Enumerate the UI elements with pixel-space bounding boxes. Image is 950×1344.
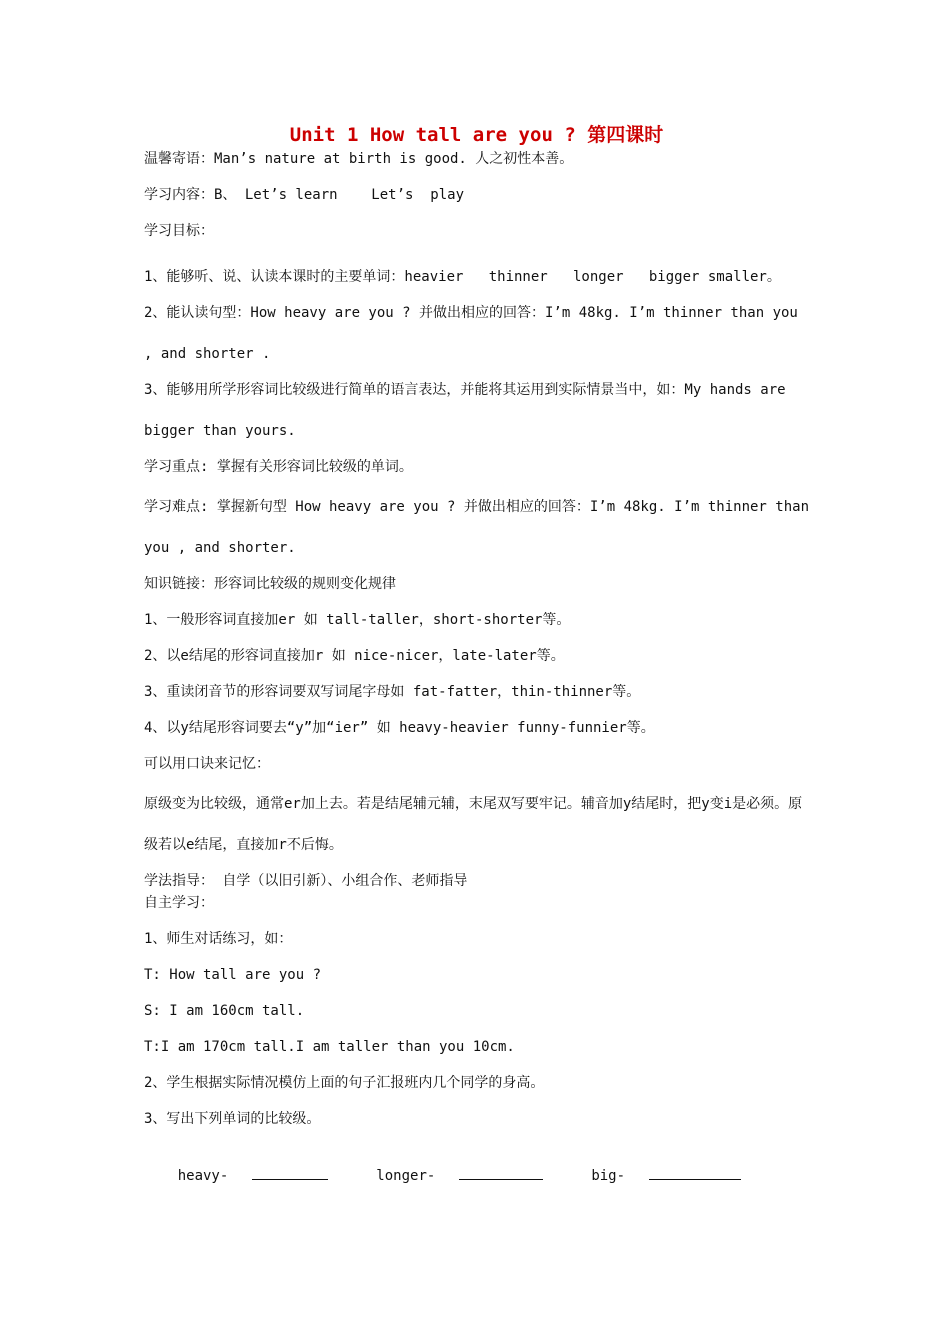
step-1: 1、师生对话练习，如： [144, 931, 293, 947]
goal-1: 1、能够听、说、认读本课时的主要单词：heavier thinner longer bigger smaller。 [144, 269, 781, 285]
fill-item-heavy [178, 1168, 353, 1184]
page-title: Unit 1 How tall are you ? 第四课时 [289, 124, 664, 146]
step-2: 2、学生根据实际情况模仿上面的句子汇报班内几个同学的身高。 [144, 1075, 545, 1091]
dialog-teacher-2: T:I am 170cm tall.I am taller than you 10cm. [144, 1039, 515, 1055]
content-line: 学习内容：B、 Let’s learn Let’s play [144, 187, 465, 203]
goal-3: 3、能够用所学形容词比较级进行简单的语言表达，并能将其运用到实际情景当中，如：My hands are bigger than yours. [144, 382, 795, 439]
document-page [144, 120, 818, 1222]
rule-3: 3、重读闭音节的形容词要双写词尾字母如 fat-fatter，thin-thinner等。 [144, 684, 641, 700]
goals-heading: 学习目标： [144, 223, 214, 239]
step-3: 3、写出下列单词的比较级。 [144, 1111, 321, 1127]
fill-item-longer [376, 1168, 567, 1184]
answer-blank-big[interactable] [649, 1165, 741, 1180]
difficulty: 学习难点: 掌握新句型 How heavy are you ? 并做出相应的回答：I’m 48kg. I’m thinner than you , and shorter. [144, 499, 818, 556]
method-line: 学法指导： 自学（以旧引新）、小组合作、老师指导 [144, 873, 468, 889]
fill-label-big: big- [591, 1168, 626, 1184]
mnemonic-heading: 可以用口诀来记忆： [144, 756, 270, 772]
rule-2: 2、以e结尾的形容词直接加r 如 nice-nicer，late-later等。 [144, 648, 565, 664]
mnemonic: 原级变为比较级，通常er加上去。若是结尾辅元辅，末尾双写要牢记。辅音加y结尾时，把y变i是必须。原级若以e结尾，直接加r不后悔。 [144, 796, 803, 853]
dialog-teacher-1: T: How tall are you ? [144, 967, 322, 983]
rule-4: 4、以y结尾形容词要去“y”加“ier” 如 heavy-heavier funny-funnier等。 [144, 720, 655, 736]
dialog-student: S: I am 160cm tall. [144, 1003, 305, 1019]
answer-blank-heavy[interactable] [252, 1165, 328, 1180]
greeting-line: 温馨寄语：Man’s nature at birth is good. 人之初性本善。 [144, 151, 574, 167]
self-study-heading: 自主学习： [144, 895, 214, 911]
goal-2: 2、能认读句型：How heavy are you ? 并做出相应的回答：I’m 48kg. I’m thinner than you , and shorter . [144, 305, 807, 362]
fill-label-longer: longer- [376, 1168, 436, 1184]
fill-item-big [591, 1168, 765, 1184]
fill-label-heavy: heavy- [177, 1168, 229, 1184]
fill-in-row [144, 1145, 809, 1206]
rule-1: 1、一般形容词直接加er 如 tall-taller，short-shorter等。 [144, 612, 571, 628]
knowledge-link: 知识链接：形容词比较级的规则变化规律 [144, 576, 396, 592]
key-point: 学习重点: 掌握有关形容词比较级的单词。 [144, 459, 413, 475]
answer-blank-longer[interactable] [459, 1165, 543, 1180]
